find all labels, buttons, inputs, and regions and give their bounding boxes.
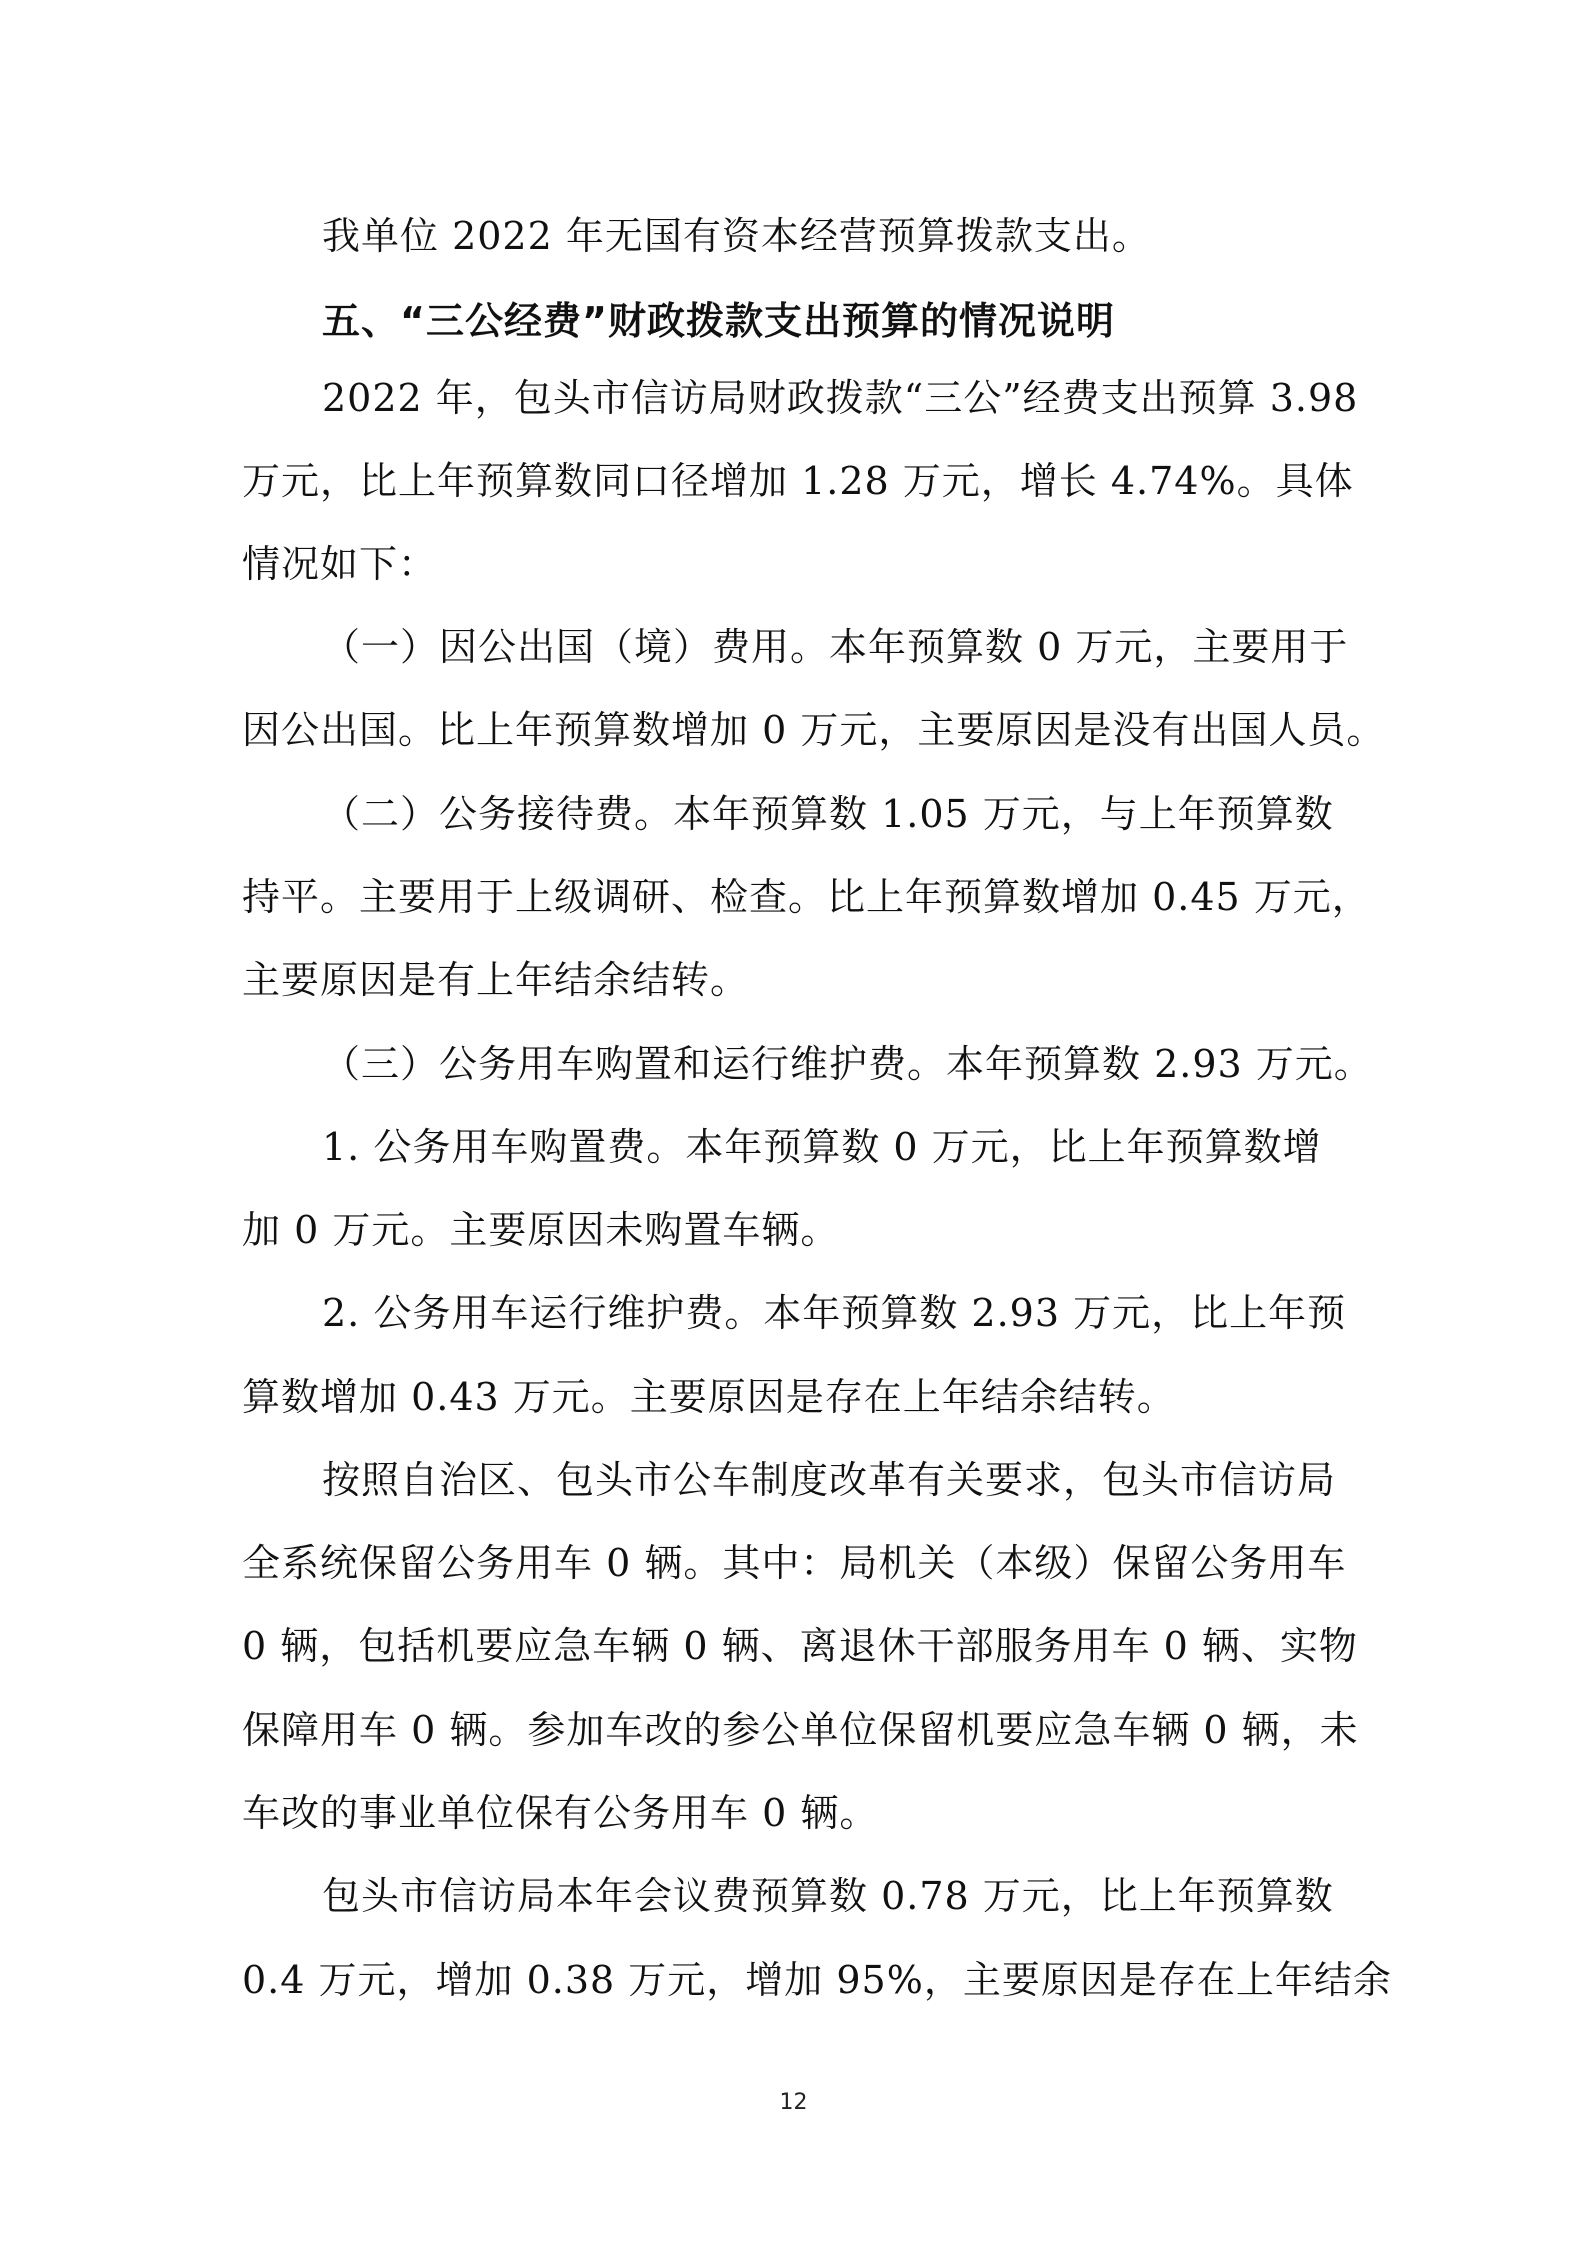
text-line: 持平。主要用于上级调研、检查。比上年预算数增加 0.45 万元， — [242, 875, 1371, 919]
text-line: （三）公务用车购置和运行维护费。本年预算数 2.93 万元。 — [322, 1042, 1373, 1086]
text-line: 1. 公务用车购置费。本年预算数 0 万元，比上年预算数增 — [322, 1125, 1322, 1169]
text-line: 算数增加 0.43 万元。主要原因是存在上年结余结转。 — [242, 1375, 1176, 1419]
text-line: 万元，比上年预算数同口径增加 1.28 万元，增长 4.74%。具体 — [242, 459, 1354, 503]
text-line: 2022 年，包头市信访局财政拨款“三公”经费支出预算 3.98 — [322, 376, 1359, 420]
text-line: 情况如下： — [242, 542, 438, 586]
text-line: 保障用车 0 辆。参加车改的参公单位保留机要应急车辆 0 辆，未 — [242, 1708, 1359, 1752]
text-line: 包头市信访局本年会议费预算数 0.78 万元，比上年预算数 — [322, 1874, 1334, 1918]
text-line: 我单位 2022 年无国有资本经营预算拨款支出。 — [322, 214, 1151, 258]
text-line: 车改的事业单位保有公务用车 0 辆。 — [242, 1791, 879, 1835]
text-line: 2. 公务用车运行维护费。本年预算数 2.93 万元，比上年预 — [322, 1291, 1347, 1335]
text-line: （一）因公出国（境）费用。本年预算数 0 万元，主要用于 — [322, 625, 1349, 669]
text-line: 全系统保留公务用车 0 辆。其中：局机关（本级）保留公务用车 — [242, 1541, 1347, 1585]
text-line: 主要原因是有上年结余结转。 — [242, 958, 750, 1002]
section-heading: 五、“三公经费”财政拨款支出预算的情况说明 — [322, 299, 1115, 343]
page-number: 12 — [779, 2090, 808, 2115]
text-line: 因公出国。比上年预算数增加 0 万元，主要原因是没有出国人员。 — [242, 708, 1386, 752]
text-line: 0 辆，包括机要应急车辆 0 辆、离退休干部服务用车 0 辆、实物 — [242, 1624, 1358, 1668]
text-line: （二）公务接待费。本年预算数 1.05 万元，与上年预算数 — [322, 792, 1334, 836]
text-line: 加 0 万元。主要原因未购置车辆。 — [242, 1208, 840, 1252]
text-line: 按照自治区、包头市公车制度改革有关要求，包头市信访局 — [322, 1458, 1337, 1502]
text-line: 0.4 万元，增加 0.38 万元，增加 95%，主要原因是存在上年结余 — [242, 1958, 1392, 2002]
